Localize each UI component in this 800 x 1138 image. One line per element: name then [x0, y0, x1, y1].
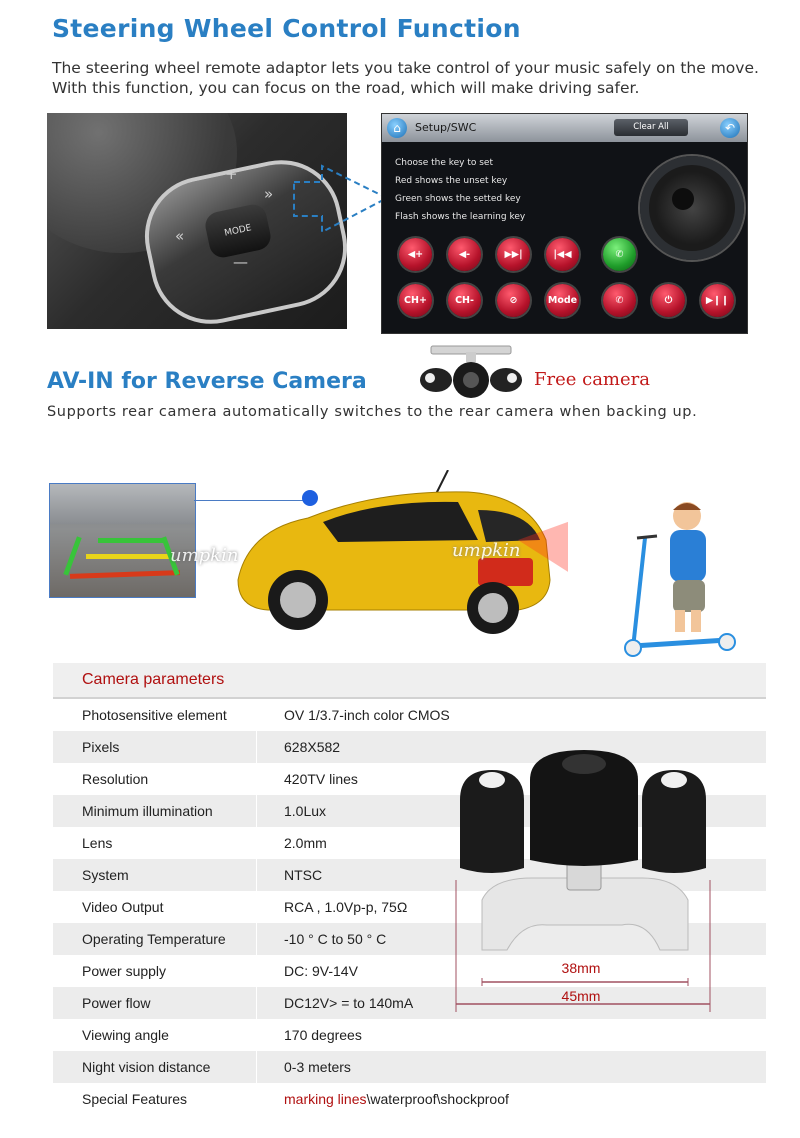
- swc-section-title: Steering Wheel Control Function: [52, 14, 521, 43]
- marking-lines-text: marking lines: [284, 1091, 367, 1107]
- inner-dimension-label: 38mm: [561, 960, 601, 976]
- param-value: RCA , 1.0Vp-p, 75Ω: [284, 899, 408, 915]
- table-row: [53, 1051, 766, 1083]
- channel-down-key[interactable]: CH-: [448, 284, 481, 317]
- param-key: Photosensitive element: [82, 707, 227, 723]
- swc-desc-line-1: The steering wheel remote adaptor lets you take control of your music safely on the move.: [52, 59, 759, 77]
- instruction-line: Flash shows the learning key: [395, 212, 526, 222]
- answer-call-key[interactable]: ✆: [603, 238, 636, 271]
- wheel-prev-label: «: [175, 227, 185, 245]
- av-in-description: Supports rear camera automatically switches to the rear camera when backing up.: [47, 404, 698, 420]
- param-key: Lens: [82, 835, 113, 851]
- wheel-next-label: »: [264, 185, 274, 203]
- hang-up-key[interactable]: ✆: [603, 284, 636, 317]
- swc-desc-line-2: With this function, you can focus on the road, which will make driving safer.: [52, 79, 640, 97]
- param-value: 170 degrees: [284, 1027, 362, 1043]
- param-key: Minimum illumination: [82, 803, 213, 819]
- home-icon[interactable]: ⌂: [387, 118, 407, 138]
- clear-all-button[interactable]: Clear All: [614, 119, 688, 136]
- param-key: Operating Temperature: [82, 931, 226, 947]
- param-value: [284, 1091, 509, 1107]
- wheel-plus-label: +: [225, 165, 238, 183]
- param-value: NTSC: [284, 867, 323, 883]
- watermark-text: umpkin: [170, 545, 239, 566]
- param-value: DC12V> = to 140mA: [284, 995, 414, 1011]
- steering-wheel-icon: [640, 156, 744, 260]
- back-icon[interactable]: ↶: [720, 118, 740, 138]
- param-key: Power flow: [82, 995, 151, 1011]
- volume-down-key[interactable]: ◀-: [448, 238, 481, 271]
- param-key: Video Output: [82, 899, 164, 915]
- free-camera-label: Free camera: [534, 369, 650, 390]
- watermark-text: umpkin: [452, 540, 521, 561]
- mute-key[interactable]: ⊘: [497, 284, 530, 317]
- av-in-title: AV-IN for Reverse Camera: [47, 369, 367, 394]
- param-value: 2.0mm: [284, 835, 327, 851]
- param-key: Power supply: [82, 963, 167, 979]
- next-track-key[interactable]: ▶▶|: [497, 238, 530, 271]
- table-title: Camera parameters: [82, 671, 225, 688]
- table-row: [53, 699, 766, 731]
- param-value: 628X582: [284, 739, 341, 755]
- param-key: Special Features: [82, 1091, 188, 1107]
- param-key: Viewing angle: [82, 1027, 169, 1043]
- param-value: -10 ° C to 50 ° C: [284, 931, 387, 947]
- instruction-line: Red shows the unset key: [395, 176, 508, 186]
- camera-dimension-image: [452, 750, 714, 1014]
- param-value: 420TV lines: [284, 771, 358, 787]
- swc-description: [52, 58, 772, 98]
- child-on-scooter-image: [615, 498, 740, 658]
- reverse-camera-view: [49, 483, 196, 598]
- mode-key[interactable]: Mode: [546, 284, 579, 317]
- param-key: Resolution: [82, 771, 149, 787]
- dashed-arrow-icon: [292, 160, 392, 240]
- prev-track-key[interactable]: |◀◀: [546, 238, 579, 271]
- wheel-minus-label: —: [233, 253, 248, 271]
- table-row: [53, 1019, 766, 1051]
- instruction-line: Green shows the setted key: [395, 194, 521, 204]
- param-key: Pixels: [82, 739, 120, 755]
- power-key[interactable]: ⏻: [652, 284, 685, 317]
- swc-settings-screen: [381, 113, 748, 334]
- table-header: [53, 663, 766, 699]
- param-key: Night vision distance: [82, 1059, 211, 1075]
- volume-up-key[interactable]: ◀+: [399, 238, 432, 271]
- screen-title: Setup/SWC: [415, 121, 477, 134]
- instruction-line: Choose the key to set: [395, 158, 493, 168]
- param-value: 1.0Lux: [284, 803, 327, 819]
- wheel-mode-button: MODE: [203, 202, 273, 260]
- outer-dimension-label: 45mm: [561, 988, 601, 1004]
- param-key: System: [82, 867, 129, 883]
- param-value: OV 1/3.7-inch color CMOS: [284, 707, 450, 723]
- table-row: [53, 1083, 766, 1115]
- param-value: DC: 9V-14V: [284, 963, 358, 979]
- param-value: 0-3 meters: [284, 1059, 351, 1075]
- mini-camera-image: [418, 344, 524, 400]
- play-pause-key[interactable]: ▶❙❙: [701, 284, 734, 317]
- special-features-rest: \waterproof\shockproof: [366, 1091, 509, 1107]
- channel-up-key[interactable]: CH+: [399, 284, 432, 317]
